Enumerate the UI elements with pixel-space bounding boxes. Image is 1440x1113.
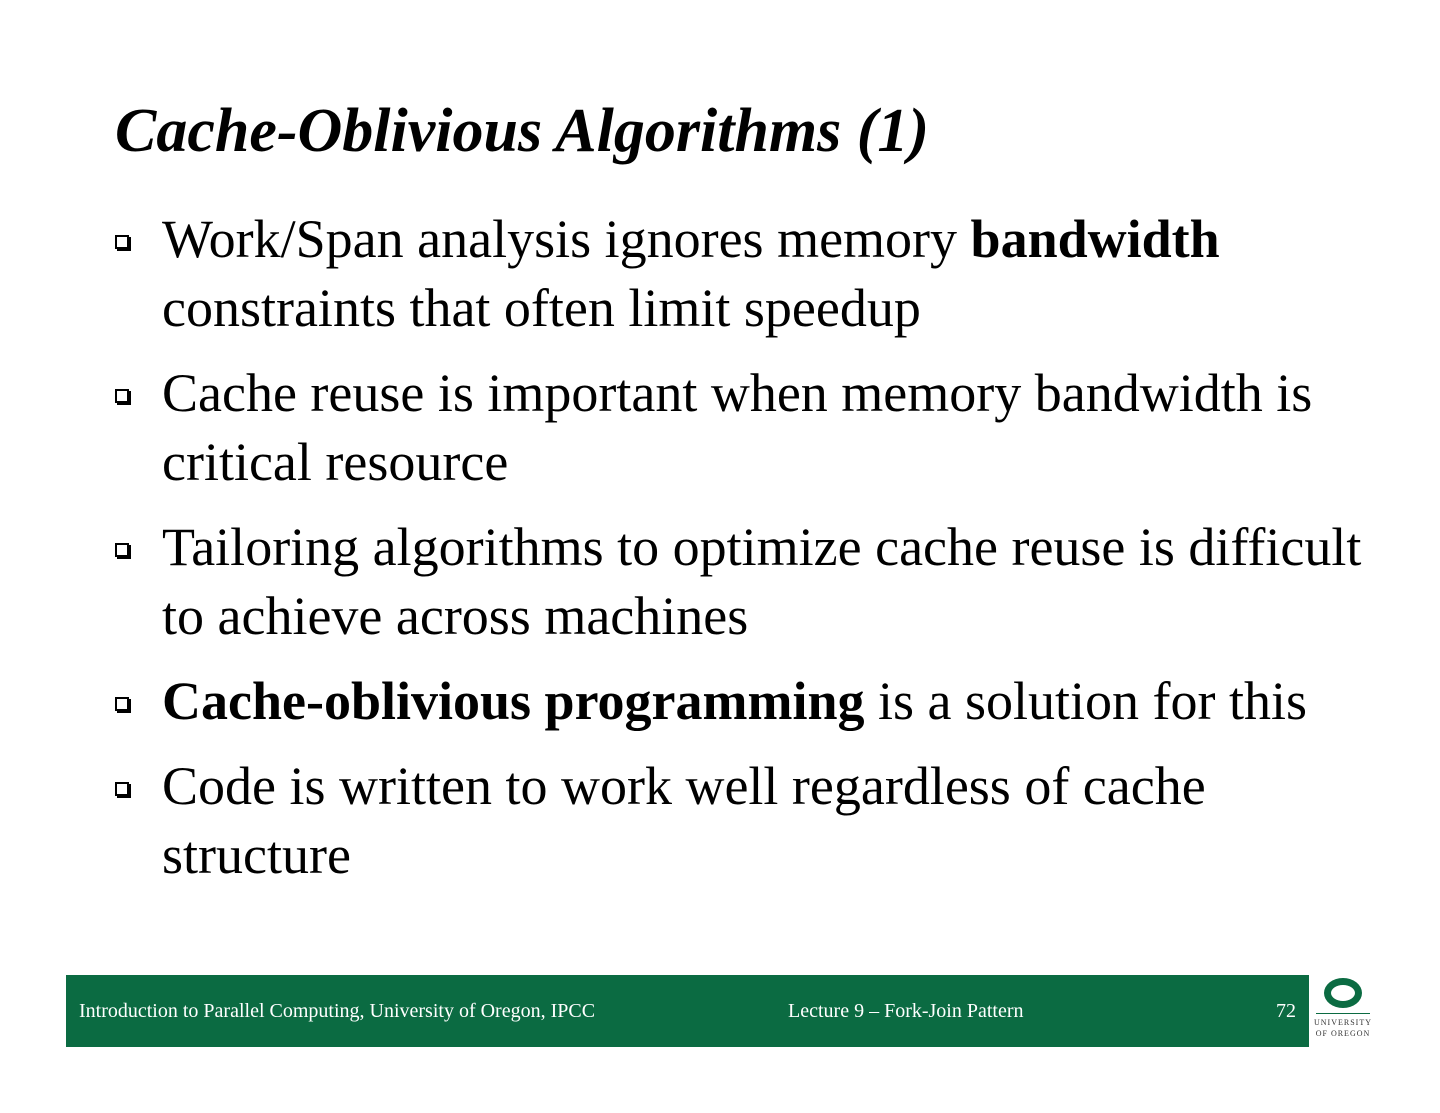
bullet-list <box>115 205 1375 906</box>
bullet-text <box>162 756 1206 885</box>
square-bullet-icon <box>115 235 129 249</box>
logo-text-university: UNIVERSITY <box>1314 1018 1372 1027</box>
footer-lecture-title: Lecture 9 – Fork-Join Pattern <box>788 1000 1024 1022</box>
bullet-text <box>162 671 1307 731</box>
bullet-item <box>115 752 1375 890</box>
bullet-text-bold: Cache-oblivious programming <box>162 671 865 731</box>
bullet-text-segment: Tailoring algorithms to optimize cache reuse is difficult to achieve across machines <box>162 517 1362 646</box>
bullet-item <box>115 205 1375 343</box>
bullet-text <box>162 363 1312 492</box>
footer-bar <box>66 975 1309 1047</box>
bullet-item <box>115 513 1375 651</box>
square-bullet-icon <box>115 543 129 557</box>
slide-title: Cache-Oblivious Algorithms (1) <box>115 97 930 165</box>
logo-text-of-oregon: OF OREGON <box>1315 1029 1371 1038</box>
bullet-text-bold: bandwidth <box>970 209 1220 269</box>
bullet-text-segment: Work/Span analysis ignores memory <box>162 209 971 269</box>
footer-course-title: Introduction to Parallel Computing, University of Oregon, IPCC <box>79 1000 596 1022</box>
square-bullet-icon <box>115 389 129 403</box>
oregon-o-icon <box>1324 978 1362 1008</box>
bullet-text <box>162 517 1361 646</box>
bullet-item <box>115 667 1375 736</box>
page-number: 72 <box>1276 1000 1296 1022</box>
bullet-text-segment: Cache reuse is important when memory bandwidth is critical resource <box>162 363 1313 492</box>
bullet-item <box>115 359 1375 497</box>
university-of-oregon-logo <box>1312 976 1374 1048</box>
logo-divider <box>1316 1013 1370 1014</box>
bullet-text-segment: is a solution for this <box>864 671 1308 731</box>
square-bullet-icon <box>115 697 129 711</box>
bullet-text <box>162 209 1220 338</box>
bullet-text-segment: constraints that often limit speedup <box>162 278 921 338</box>
square-bullet-icon <box>115 782 129 796</box>
bullet-text-segment: Code is written to work well regardless of cache structure <box>162 756 1206 885</box>
